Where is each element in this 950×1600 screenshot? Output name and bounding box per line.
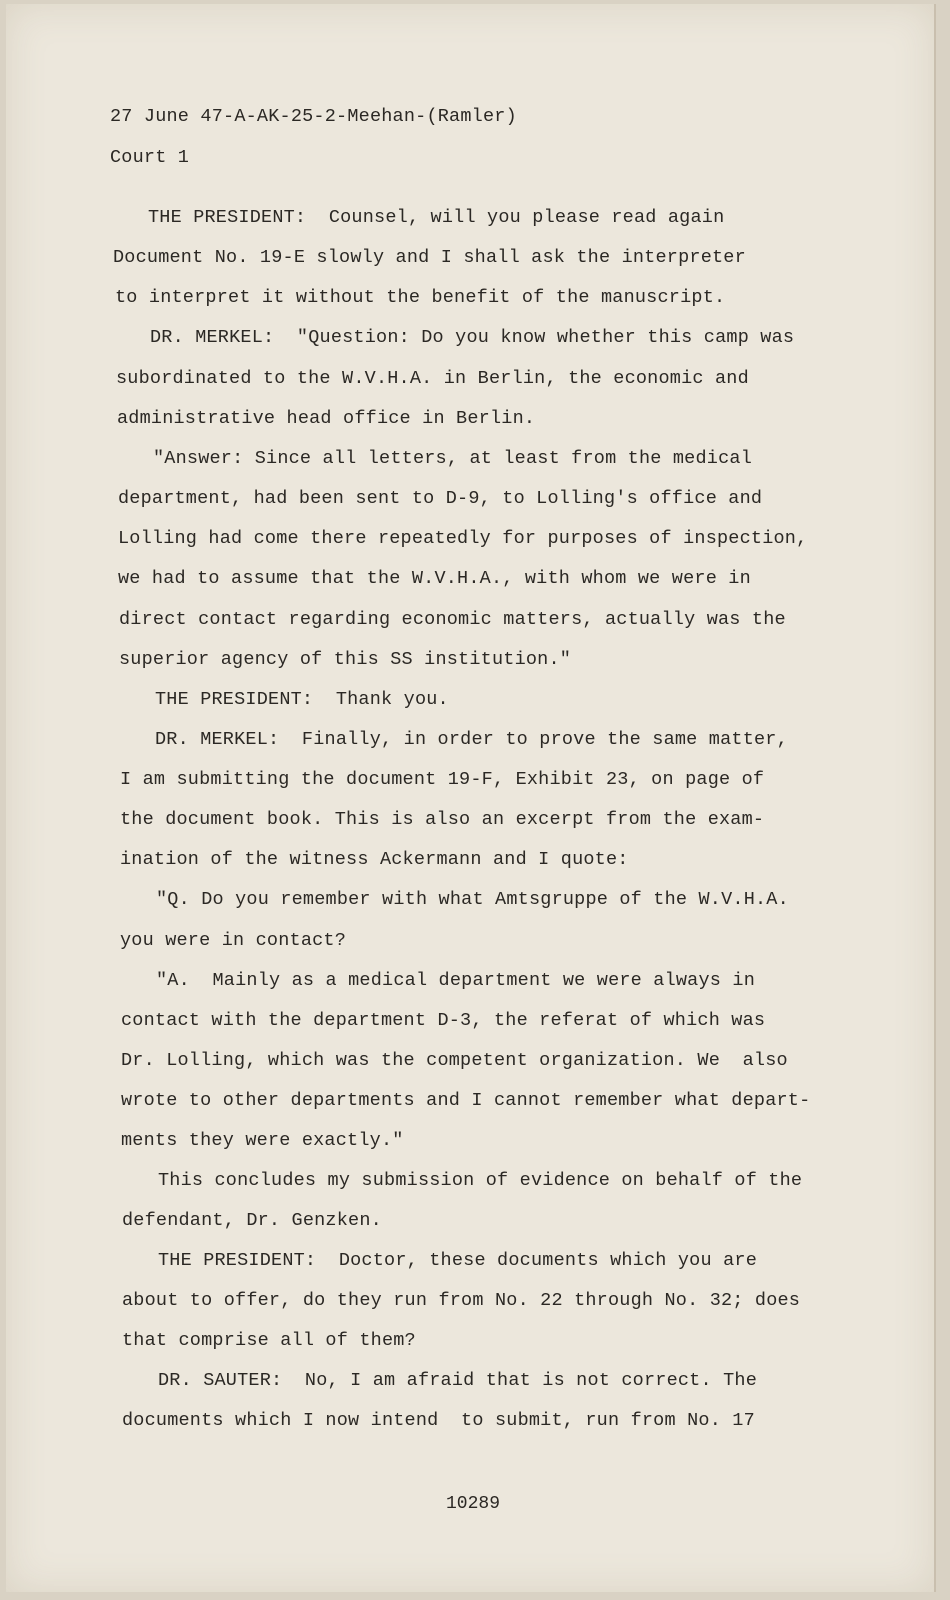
text-line: documents which I now intend to submit, run from No. 17 xyxy=(122,1410,755,1431)
text-line: Document No. 19-E slowly and I shall ask the interpreter xyxy=(113,247,746,268)
text-line: DR. SAUTER: No, I am afraid that is not correct. The xyxy=(158,1370,757,1391)
text-line: administrative head office in Berlin. xyxy=(117,408,536,429)
text-line: Lolling had come there repeatedly for purposes of inspection, xyxy=(118,528,808,549)
text-line: we had to assume that the W.V.H.A., with whom we were in xyxy=(118,568,751,589)
text-line: department, had been sent to D-9, to Lolling's office and xyxy=(118,488,763,509)
header-line-2: Court 1 xyxy=(110,147,190,168)
text-line: wrote to other departments and I cannot remember what depart- xyxy=(121,1090,811,1111)
text-line: subordinated to the W.V.H.A. in Berlin, the economic and xyxy=(116,368,749,389)
text-line: Dr. Lolling, which was the competent organization. We also xyxy=(121,1050,788,1071)
header-line-1: 27 June 47-A-AK-25-2-Meehan-(Ramler) xyxy=(110,106,517,127)
text-line: contact with the department D-3, the referat of which was xyxy=(121,1010,766,1031)
text-line: to interpret it without the benefit of the manuscript. xyxy=(115,287,726,308)
text-line: defendant, Dr. Genzken. xyxy=(122,1210,382,1231)
text-line: DR. MERKEL: "Question: Do you know whether this camp was xyxy=(150,327,795,348)
document-page xyxy=(6,4,936,1592)
text-line: direct contact regarding economic matters, actually was the xyxy=(119,609,786,630)
text-line: THE PRESIDENT: Counsel, will you please read again xyxy=(148,207,725,228)
text-line: you were in contact? xyxy=(120,930,347,951)
text-line: I am submitting the document 19-F, Exhibit 23, on page of xyxy=(120,769,765,790)
text-line: the document book. This is also an excerpt from the exam- xyxy=(120,809,765,830)
text-line: This concludes my submission of evidence on behalf of the xyxy=(158,1170,803,1191)
text-line: that comprise all of them? xyxy=(122,1330,416,1351)
text-line: "A. Mainly as a medical department we were always in xyxy=(156,970,755,991)
page-number: 10289 xyxy=(446,1494,501,1514)
text-line: THE PRESIDENT: Doctor, these documents which you are xyxy=(158,1250,757,1271)
text-line: "Answer: Since all letters, at least from the medical xyxy=(153,448,752,469)
text-line: superior agency of this SS institution." xyxy=(119,649,572,670)
text-line: DR. MERKEL: Finally, in order to prove the same matter, xyxy=(155,729,788,750)
text-line: about to offer, do they run from No. 22 through No. 32; does xyxy=(122,1290,801,1311)
text-line: "Q. Do you remember with what Amtsgruppe of the W.V.H.A. xyxy=(156,889,789,910)
text-line: ination of the witness Ackermann and I quote: xyxy=(120,849,629,870)
text-line: THE PRESIDENT: Thank you. xyxy=(155,689,449,710)
text-line: ments they were exactly." xyxy=(121,1130,404,1151)
